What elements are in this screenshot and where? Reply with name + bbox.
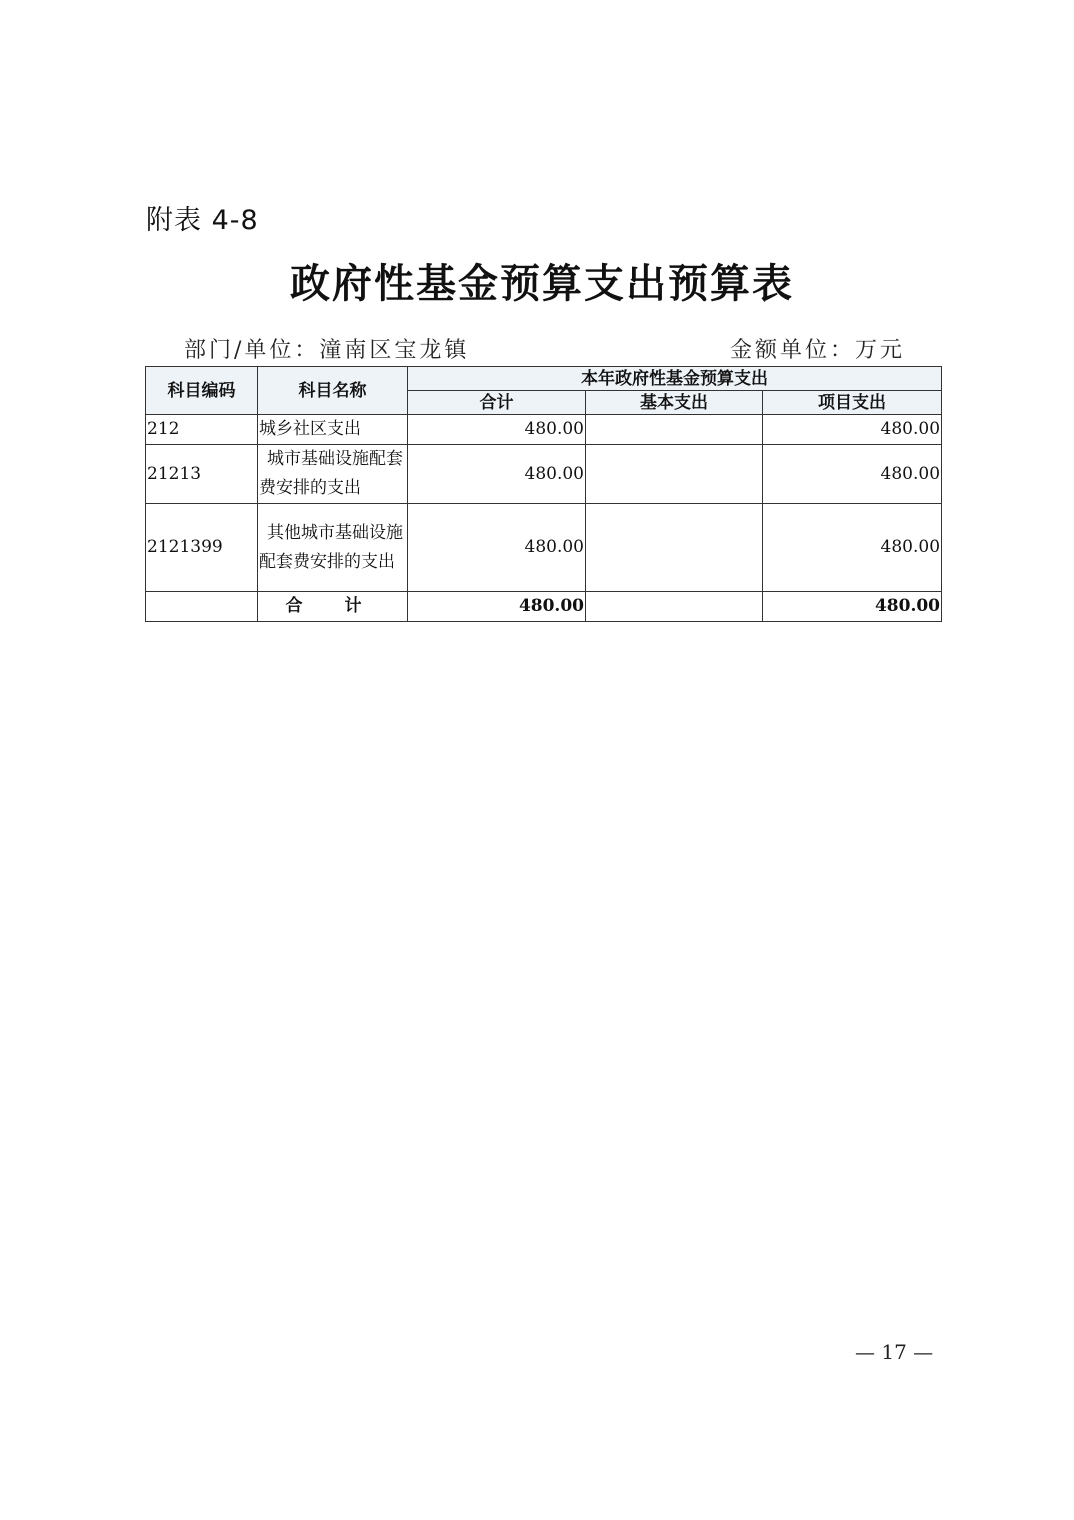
cell-project: 480.00 [763, 504, 942, 592]
header-code: 科目编码 [146, 367, 258, 415]
total-sum: 480.00 [408, 592, 586, 622]
header-project: 项目支出 [763, 391, 942, 415]
cell-name: 城市基础设施配套费安排的支出 [258, 445, 408, 504]
header-basic: 基本支出 [586, 391, 763, 415]
total-basic [586, 592, 763, 622]
cell-basic [586, 415, 763, 445]
appendix-label: 附表 4-8 [146, 205, 259, 236]
budget-table [145, 366, 942, 622]
header-group: 本年政府性基金预算支出 [408, 367, 942, 391]
cell-name: 城乡社区支出 [258, 415, 408, 445]
page-title: 政府性基金预算支出预算表 [290, 260, 794, 307]
cell-basic [586, 445, 763, 504]
cell-code: 212 [146, 415, 258, 445]
cell-project: 480.00 [763, 415, 942, 445]
cell-code: 2121399 [146, 504, 258, 592]
table-row [146, 415, 942, 445]
unit-label: 金额单位：万元 [730, 338, 906, 363]
header-name: 科目名称 [258, 367, 408, 415]
header-total: 合计 [408, 391, 586, 415]
cell-total: 480.00 [408, 504, 586, 592]
cell-total: 480.00 [408, 415, 586, 445]
cell-name: 其他城市基础设施配套费安排的支出 [258, 504, 408, 592]
total-code [146, 592, 258, 622]
cell-basic [586, 504, 763, 592]
total-project: 480.00 [763, 592, 942, 622]
cell-code: 21213 [146, 445, 258, 504]
page-number: — 17 — [855, 1340, 934, 1364]
total-row [146, 592, 942, 622]
cell-total: 480.00 [408, 445, 586, 504]
total-label: 合 计 [258, 592, 408, 622]
department-label: 部门/单位：潼南区宝龙镇 [184, 338, 470, 363]
table-row [146, 445, 942, 504]
cell-project: 480.00 [763, 445, 942, 504]
table-row [146, 504, 942, 592]
